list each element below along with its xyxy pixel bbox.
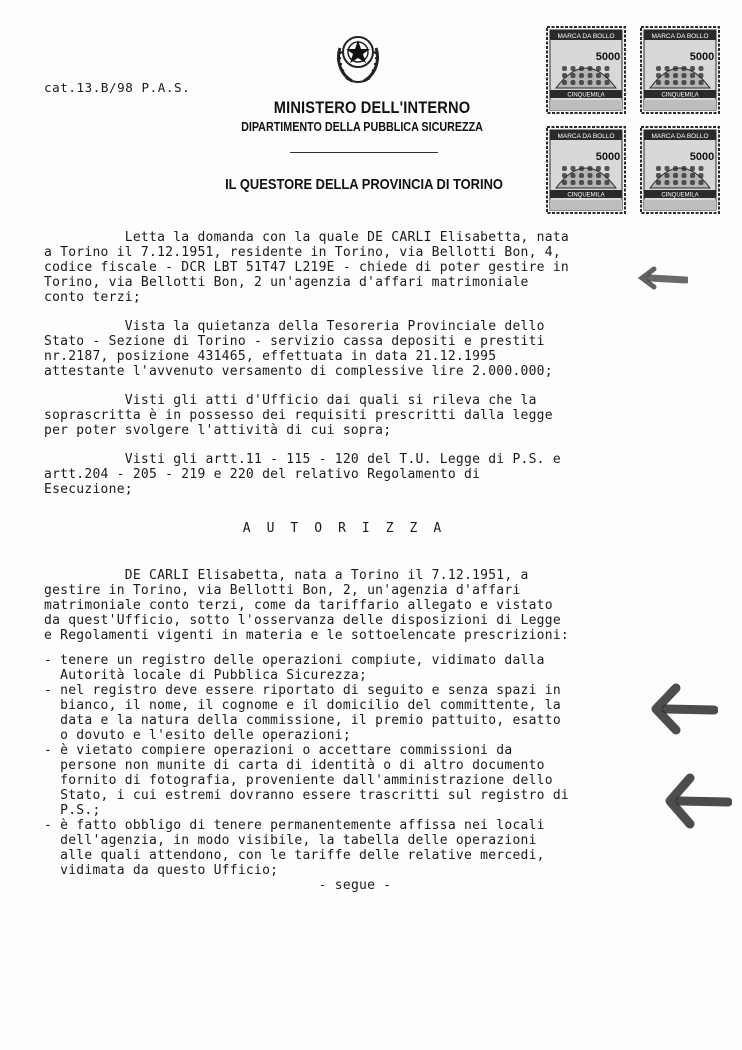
- stamp-arch: [605, 173, 610, 178]
- stamp-arch: [571, 80, 576, 85]
- stamp-arch: [588, 173, 593, 178]
- stamp-arch: [605, 166, 610, 171]
- text-line: conto terzi;: [44, 290, 141, 305]
- stamp-arch: [588, 73, 593, 78]
- stamp-footer: CINQUEMILA: [661, 192, 699, 199]
- stamp-arch: [673, 73, 678, 78]
- stamp-arch: [699, 166, 704, 171]
- stamp-arch: [571, 180, 576, 185]
- stamp-arch: [690, 173, 695, 178]
- text-line: P.S.;: [44, 803, 101, 818]
- paragraph-request: [44, 230, 626, 305]
- document-body: [44, 230, 626, 893]
- stamp-footer: CINQUEMILA: [567, 192, 605, 199]
- stamp-arch: [665, 180, 670, 185]
- text-line: fornito di fotografia, proveniente dall'amministrazione dello: [44, 773, 553, 788]
- stamp-arch: [682, 66, 687, 71]
- stamp-arch: [673, 166, 678, 171]
- paragraph-office-records: [44, 393, 626, 438]
- stamp-arch: [596, 66, 601, 71]
- text-line: matrimoniale conto terzi, come da tariffario allegato e vistato: [44, 598, 553, 613]
- text-line: bianco, il nome, il cognome e il domicilio del committente, la: [44, 698, 561, 713]
- stamp-arch: [579, 173, 584, 178]
- stamp-arch: [596, 173, 601, 178]
- stamp-arch: [682, 80, 687, 85]
- text-line: alle quali attendono, con le tariffe delle relative mercedi,: [44, 848, 545, 863]
- prescription-item: [44, 683, 626, 743]
- paragraph-authorization: [44, 568, 626, 643]
- stamp-arch: [682, 173, 687, 178]
- stamp-footer: CINQUEMILA: [567, 92, 605, 99]
- stamp-arch: [571, 173, 576, 178]
- prescription-item: [44, 743, 626, 818]
- text-line: Esecuzione;: [44, 482, 133, 497]
- hand-drawn-arrow-icon: [662, 772, 732, 830]
- text-line: - è vietato compiere operazioni o accettare commissioni da: [44, 743, 513, 758]
- stamp-value: 5000: [595, 151, 621, 163]
- revenue-stamp-graphic: [546, 26, 626, 114]
- stamp-arch: [605, 66, 610, 71]
- text-line: vidimata da questo Ufficio;: [44, 863, 279, 878]
- text-line: Visti gli artt.11 - 115 - 120 del T.U. Legge di P.S. e: [44, 452, 561, 467]
- stamp-arch: [699, 80, 704, 85]
- text-line: - è fatto obbligo di tenere permanentemente affissa nei locali: [44, 818, 545, 833]
- text-line: Stato - Sezione di Torino - servizio cassa depositi e prestiti: [44, 334, 545, 349]
- stamp-arch: [673, 66, 678, 71]
- stamp-arch: [673, 180, 678, 185]
- stamp-arch: [682, 73, 687, 78]
- revenue-stamp-graphic: [546, 126, 626, 214]
- prescription-list: [44, 653, 626, 878]
- stamp-header: MARCA DA BOLLO: [651, 33, 709, 40]
- revenue-stamp: [546, 126, 626, 214]
- stamp-arch: [579, 180, 584, 185]
- stamp-arch: [699, 180, 704, 185]
- stamp-footer: CINQUEMILA: [661, 92, 699, 99]
- stamp-arch: [699, 173, 704, 178]
- text-line: a Torino il 7.12.1951, residente in Torino, via Bellotti Bon, 4,: [44, 245, 561, 260]
- stamp-arch: [665, 73, 670, 78]
- stamp-arch: [596, 180, 601, 185]
- text-line: e Regolamenti vigenti in materia e le sottoelencate prescrizioni:: [44, 628, 569, 643]
- stamp-arch: [562, 80, 567, 85]
- stamp-arch: [596, 166, 601, 171]
- stamp-arch: [690, 66, 695, 71]
- text-line: o dovuto e l'esito delle operazioni;: [44, 728, 351, 743]
- stamp-arch: [656, 73, 661, 78]
- text-line: gestire in Torino, via Bellotti Bon, 2, un'agenzia d'affari: [44, 583, 521, 598]
- stamp-arch: [579, 73, 584, 78]
- text-line: data e la natura della commissione, il premio pattuito, esatto: [44, 713, 561, 728]
- stamp-arch: [605, 73, 610, 78]
- hand-drawn-arrow-icon: [648, 682, 718, 738]
- stamp-arch: [562, 180, 567, 185]
- stamp-arch: [665, 166, 670, 171]
- revenue-stamp: [640, 126, 720, 214]
- stamp-arch: [682, 166, 687, 171]
- stamp-arch: [588, 80, 593, 85]
- stamp-arch: [665, 80, 670, 85]
- stamp-arch: [596, 73, 601, 78]
- text-line: artt.204 - 205 - 219 e 220 del relativo Regolamento di: [44, 467, 481, 482]
- prescription-item: [44, 653, 626, 683]
- stamp-arch: [665, 173, 670, 178]
- stamp-arch: [656, 66, 661, 71]
- text-line: Visti gli atti d'Ufficio dai quali si rileva che la: [44, 393, 537, 408]
- stamp-arch: [656, 166, 661, 171]
- stamp-arch: [699, 66, 704, 71]
- stamp-header: MARCA DA BOLLO: [651, 133, 709, 140]
- stamp-arch: [571, 166, 576, 171]
- paragraph-receipt: [44, 319, 626, 379]
- stamp-arch: [588, 166, 593, 171]
- stamp-value: 5000: [595, 51, 621, 63]
- stamp-arch: [562, 166, 567, 171]
- authorization-heading: AUTORIZZA: [242, 521, 458, 536]
- stamp-header: MARCA DA BOLLO: [557, 33, 615, 40]
- text-line: dell'agenzia, in modo visibile, la tabella delle operazioni: [44, 833, 537, 848]
- revenue-stamp: [640, 26, 720, 114]
- stamp-arch: [656, 180, 661, 185]
- text-line: Vista la quietanza della Tesoreria Provinciale dello: [44, 319, 545, 334]
- stamp-header: MARCA DA BOLLO: [557, 133, 615, 140]
- text-line: Letta la domanda con la quale DE CARLI Elisabetta, nata: [44, 230, 569, 245]
- text-line: codice fiscale - DCR LBT 51T47 L219E - chiede di poter gestire in: [44, 260, 569, 275]
- text-line: DE CARLI Elisabetta, nata a Torino il 7.12.1951, a: [44, 568, 529, 583]
- text-line: - tenere un registro delle operazioni compiute, vidimato dalla: [44, 653, 545, 668]
- stamp-arch: [699, 73, 704, 78]
- text-line: Autorità locale di Pubblica Sicurezza;: [44, 668, 368, 683]
- stamp-arch: [562, 173, 567, 178]
- paragraph-legal-basis: [44, 452, 626, 497]
- authority-title: IL QUESTORE DELLA PROVINCIA DI TORINO: [225, 176, 503, 193]
- stamp-arch: [690, 80, 695, 85]
- text-line: - nel registro deve essere riportato di seguito e senza spazi in: [44, 683, 561, 698]
- stamp-arch: [579, 66, 584, 71]
- header-divider: [290, 152, 438, 153]
- continues-marker: - segue -: [318, 878, 392, 893]
- reference-code: cat.13.B/98 P.A.S.: [44, 80, 191, 95]
- text-line: Torino, via Bellotti Bon, 2 un'agenzia d'affari matrimoniale: [44, 275, 529, 290]
- stamp-arch: [690, 73, 695, 78]
- text-line: nr.2187, posizione 431465, effettuata in data 21.12.1995: [44, 349, 497, 364]
- text-line: soprascritta è in possesso dei requisiti prescritti dalla legge: [44, 408, 553, 423]
- stamp-arch: [588, 66, 593, 71]
- prescription-item: [44, 818, 626, 878]
- stamp-arch: [571, 73, 576, 78]
- stamp-arch: [673, 80, 678, 85]
- stamp-arch: [579, 80, 584, 85]
- italian-republic-emblem-icon: [334, 26, 382, 88]
- stamp-value: 5000: [689, 51, 715, 63]
- stamp-arch: [605, 180, 610, 185]
- stamp-arch: [690, 166, 695, 171]
- stamp-arch: [596, 80, 601, 85]
- stamp-arch: [571, 66, 576, 71]
- text-line: per poter svolgere l'attività di cui sopra;: [44, 423, 392, 438]
- stamp-arch: [690, 180, 695, 185]
- department-title: DIPARTIMENTO DELLA PUBBLICA SICUREZZA: [241, 120, 483, 134]
- text-line: attestante l'avvenuto versamento di complessive lire 2.000.000;: [44, 364, 553, 379]
- text-line: Stato, i cui estremi dovranno essere trascritti sul registro di: [44, 788, 569, 803]
- stamp-arch: [656, 80, 661, 85]
- hand-drawn-arrow-icon: [636, 264, 688, 290]
- stamp-arch: [588, 180, 593, 185]
- stamp-value: 5000: [689, 151, 715, 163]
- stamp-arch: [673, 173, 678, 178]
- revenue-stamp-graphic: [640, 126, 720, 214]
- stamp-arch: [665, 66, 670, 71]
- stamp-arch: [562, 66, 567, 71]
- revenue-stamp-graphic: [640, 26, 720, 114]
- text-line: da quest'Ufficio, sotto l'osservanza delle disposizioni di Legge: [44, 613, 561, 628]
- revenue-stamp: [546, 26, 626, 114]
- text-line: persone non munite di carta di identità o di altro documento: [44, 758, 545, 773]
- stamp-arch: [682, 180, 687, 185]
- stamp-arch: [562, 73, 567, 78]
- stamp-arch: [656, 173, 661, 178]
- stamp-arch: [579, 166, 584, 171]
- ministry-title: MINISTERO DELL'INTERNO: [273, 98, 471, 117]
- stamp-arch: [605, 80, 610, 85]
